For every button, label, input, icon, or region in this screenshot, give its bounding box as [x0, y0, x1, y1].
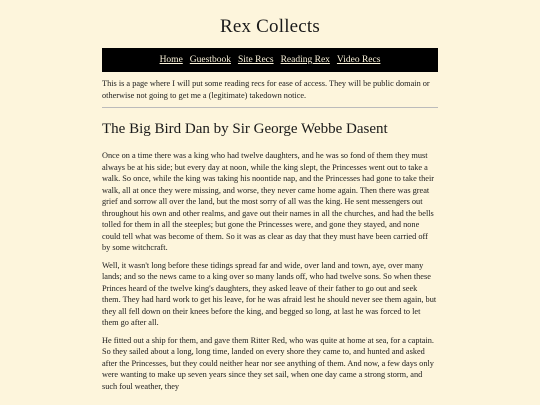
nav-link-guestbook[interactable]: Guestbook [189, 55, 231, 65]
nav-link-reading-rex[interactable]: Reading Rex [280, 55, 330, 65]
nav-link-home[interactable]: Home [159, 55, 183, 65]
article-paragraph: He fitted out a ship for them, and gave them Ritter Red, who was quite at home at sea, for a captain. So they sailed about a long, long time, landed on every shore they came to, and hunted and asked after the Princesses, but they could neither hear nor see anything of them. And now, a few days only were wanting to make up seven years since they set sail, when one day came a strong storm, and such foul weather, they [102, 335, 435, 391]
nav-link-site-recs[interactable]: Site Recs [237, 55, 274, 65]
intro-text: This is a page where I will put some reading recs for ease of access. They will be public domain or otherwise not going to get me a (legitimate) takedown notice. [102, 79, 430, 100]
nav-bar [102, 48, 438, 72]
article-title: The Big Bird Dan by Sir George Webbe Dasent [102, 121, 388, 137]
article-paragraph: Well, it wasn't long before these tidings spread far and wide, over land and town, aye, over many lands; and so the news came to a king over so many lands off, who had twelve sons. So when these Princes heard of the twelve king's daughters, they asked leave of their father to go out and seek them. They had hard work to get his leave, for he was afraid lest he should never see them again, but they all fell down on their knees before the king, and begged so long, at last he was forced to let them go after all. [102, 260, 437, 327]
article-paragraph: Once on a time there was a king who had twelve daughters, and he was so fond of them they must always be at his side; but every day at noon, while the king slept, the Princesses went out to take a walk. So once, while the king was taking his noontide nap, and the Princesses had gone to take their walk, all at once they were missing, and worse, they never came home again. Then there was great grief and sorrow all over the land, but the most sorry of all was the king. He sent messengers out throughout his own and other realms, and gave out their names in all the churches, and had the bells tolled for them in all the steeples; but gone the Princesses were, and gone they stayed, and none could tell what was become of them. So it was as clear as day that they must have been carried off by some witchcraft. [102, 151, 435, 252]
section-divider [102, 107, 438, 108]
page-container [102, 0, 438, 392]
nav-link-video-recs[interactable]: Video Recs [336, 55, 381, 65]
site-title: Rex Collects [219, 16, 321, 37]
